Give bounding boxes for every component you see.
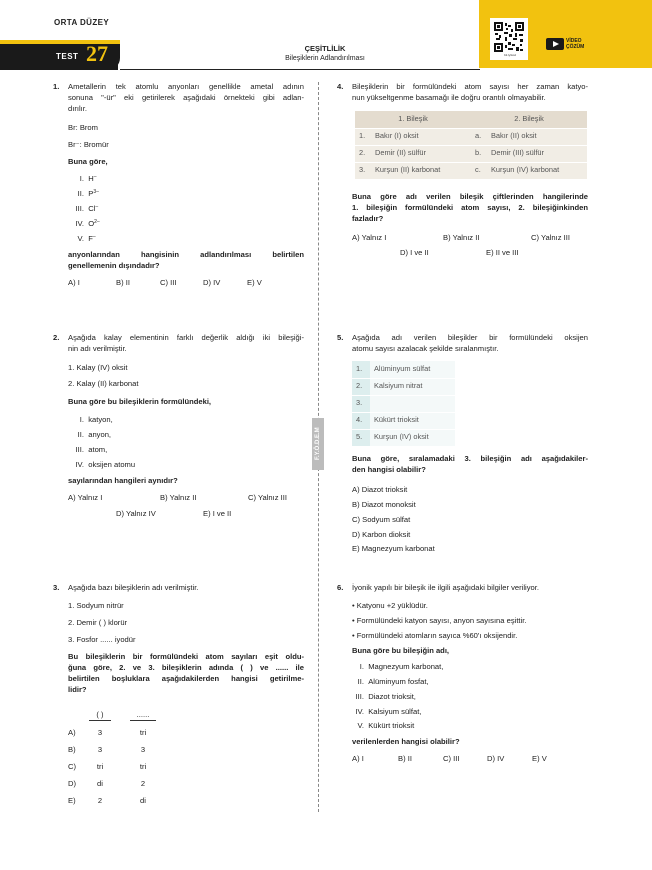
q2-roman-item: II. anyon,: [77, 430, 112, 439]
q4-compound-table: [355, 111, 587, 180]
q5-choice-c[interactable]: C) Sodyum sülfat: [352, 515, 411, 524]
q2-roman-item: III. atom,: [75, 445, 108, 454]
q1-item: II. $P^{3-}$: [77, 189, 99, 198]
q4-stem-line2: nun yükseltgenme basamağı ile doğru orantılı olmayabilir.: [352, 93, 546, 102]
q4-choice-a[interactable]: A) Yalnız I: [352, 233, 387, 242]
q1-stem-line1: Ametallerin tek atomlu anyonları genellikle ametal adının: [68, 82, 304, 91]
q3-question-line3: belirtilen boşluklara aşağıdakilerden hangisi getirilme-: [68, 674, 304, 683]
q4-choice-e[interactable]: E) II ve III: [486, 248, 519, 257]
q6-choice-c[interactable]: C) III: [443, 754, 460, 763]
q1-choice-a[interactable]: A) I: [68, 278, 80, 287]
topic-title: ÇEŞİTLİLİK: [304, 44, 346, 53]
q4-choice-d[interactable]: D) I ve II: [400, 248, 429, 257]
q3-option-d-2: 2: [140, 779, 146, 788]
q2-number: 2.: [53, 333, 60, 342]
q1-item: IV. $O^{2-}$: [75, 219, 100, 228]
q3-stem: Aşağıda bazı bileşiklerin adı verilmiştir.: [68, 583, 199, 592]
q5-choice-a[interactable]: A) Diazot trioksit: [352, 485, 408, 494]
q5-order-table: [352, 361, 455, 447]
q3-option-c-2: tri: [139, 762, 147, 771]
q6-number: 6.: [337, 583, 344, 592]
q1-example-2: Br⁻: Bromür: [68, 140, 109, 149]
q6-bullet-2: • Formülündeki katyon sayısı, anyon sayısına eşittir.: [352, 616, 527, 625]
q4-choice-c[interactable]: C) Yalnız III: [531, 233, 570, 242]
q3-option-b-2: 3: [140, 745, 146, 754]
q3-compound-1: 1. Sodyum nitrür: [68, 601, 124, 610]
table-row: 1. Alüminyum sülfat: [352, 361, 455, 378]
video-solution-label[interactable]: VİDEO ÇÖZÜM: [566, 38, 585, 50]
q2-roman-item: IV. oksijen atomu: [75, 460, 136, 469]
test-label: TEST: [56, 52, 79, 61]
q6-question: verilenlerden hangisi olabilir?: [352, 737, 460, 746]
table-row: 2. Demir (II) sülfür b. Demir (III) sülfür: [355, 145, 587, 162]
q3-col-head-1: ( ): [89, 710, 111, 721]
q2-stem-line2: nin adı verilmiştir.: [68, 344, 127, 353]
q1-question-line2: genellemenin dışındadır?: [68, 261, 160, 270]
q3-option-d-1: di: [97, 779, 103, 788]
q5-stem-line2: atomu sayısı azalacak şekilde sıralanmıştır.: [352, 344, 499, 353]
q2-stem-line1: Aşağıda kalay elementinin farklı değerlik aldığı iki bileşiği-: [68, 333, 304, 342]
q5-choice-d[interactable]: D) Karbon dioksit: [352, 530, 411, 539]
q5-question-line2: den hangisi olabilir?: [352, 465, 426, 474]
q6-lead: Buna göre bu bileşiğin adı,: [352, 646, 450, 655]
q6-roman-item: IV. Kalsiyum sülfat,: [355, 707, 422, 716]
subtopic-title: Bileşiklerin Adlandırılması: [285, 55, 365, 62]
q3-option-c-1: tri: [96, 762, 104, 771]
q4-table-head-2: 2. Bileşik: [471, 111, 587, 128]
page-title: [250, 44, 400, 63]
difficulty-level: ORTA DÜZEY: [54, 18, 110, 27]
q3-compound-3: 3. Fosfor ...... iyodür: [68, 635, 136, 644]
q1-number: 1.: [53, 82, 60, 91]
q2-compound-2: 2. Kalay (II) karbonat: [68, 379, 139, 388]
q3-option-a-2: tri: [139, 728, 147, 737]
q2-choice-d[interactable]: D) Yalnız IV: [116, 509, 156, 518]
q3-option-label[interactable]: A): [68, 728, 76, 737]
q2-choice-e[interactable]: E) I ve II: [203, 509, 232, 518]
q3-question-line2: ğuna göre, 2. ve 3. bileşiklerin adında ( ) ve ...... ile: [68, 663, 304, 672]
q1-item: III. Cl–: [75, 204, 99, 213]
q3-option-label[interactable]: D): [68, 779, 77, 788]
qr-caption: bit.ly/kod: [504, 53, 516, 57]
q6-roman-item: II. Alüminyum fosfat,: [357, 677, 429, 686]
q6-choice-a[interactable]: A) I: [352, 754, 364, 763]
q3-option-a-1: 3: [97, 728, 103, 737]
table-row: 3. Kurşun (II) karbonat c. Kurşun (IV) karbonat: [355, 162, 587, 179]
q1-stem-line2: sonuna "-ür" eki getirilerek aşağıdaki örnekteki gibi adlan-: [68, 93, 304, 102]
table-row: 2. Kalsiyum nitrat: [352, 378, 455, 395]
q3-question-line1: Bu bileşiklerin bir formülündeki atom sayıları eşit oldu-: [68, 652, 304, 661]
q1-choice-b[interactable]: B) II: [116, 278, 130, 287]
q1-stem-line3: dırılır.: [68, 104, 87, 113]
q5-choice-e[interactable]: E) Magnezyum karbonat: [352, 544, 435, 553]
table-row: 3.: [352, 395, 455, 412]
q6-choice-d[interactable]: D) IV: [487, 754, 505, 763]
q3-option-label[interactable]: C): [68, 762, 77, 771]
q6-choice-e[interactable]: E) V: [532, 754, 547, 763]
q3-option-label[interactable]: E): [68, 796, 76, 805]
q2-lead: Buna göre bu bileşiklerin formülündeki,: [68, 397, 212, 406]
test-number: 27: [86, 41, 108, 66]
q3-option-e-2: di: [140, 796, 146, 805]
table-row: 1. Bakır (I) oksit a. Bakır (II) oksit: [355, 128, 587, 145]
q3-option-e-1: 2: [97, 796, 103, 805]
q3-compound-2: 2. Demir ( ) klorür: [68, 618, 128, 627]
q1-question-line1: anyonlarından hangisinin adlandırılması belirtilen: [68, 250, 304, 259]
q2-compound-1: 1. Kalay (IV) oksit: [68, 363, 128, 372]
q6-bullet-1: • Katyonu +2 yüklüdür.: [352, 601, 428, 610]
table-row: 4. Kükürt trioksit: [352, 412, 455, 429]
q1-example-1: Br: Brom: [68, 123, 98, 132]
q1-choice-e[interactable]: E) V: [247, 278, 262, 287]
q4-choice-b[interactable]: B) Yalnız II: [443, 233, 480, 242]
q6-roman-item: III. Diazot trioksit,: [355, 692, 416, 701]
q5-question-line1: Buna göre, sıralamadaki 3. bileşiğin adı aşağıdakiler-: [352, 454, 588, 463]
side-mark: F.Y.Ö.D.E.M: [312, 418, 324, 470]
q6-choice-b[interactable]: B) II: [398, 754, 412, 763]
q1-choice-c[interactable]: C) III: [160, 278, 177, 287]
table-row: 5. Kurşun (IV) oksit: [352, 429, 455, 446]
q1-choice-d[interactable]: D) IV: [203, 278, 221, 287]
q4-table-head-1: 1. Bileşik: [355, 111, 471, 128]
q2-choice-c[interactable]: C) Yalnız III: [248, 493, 287, 502]
q2-choice-a[interactable]: A) Yalnız I: [68, 493, 103, 502]
q1-item: I. H–: [79, 174, 97, 183]
q2-roman-item: I. katyon,: [79, 415, 113, 424]
q3-number: 3.: [53, 583, 60, 592]
q1-lead: Buna göre,: [68, 157, 108, 166]
q3-question-line4: lidir?: [68, 685, 87, 694]
q5-number: 5.: [337, 333, 344, 342]
q4-number: 4.: [337, 82, 344, 91]
q4-question-line1: Buna göre adı verilen bileşik çiftlerinden hangilerinde: [352, 192, 588, 201]
q3-col-head-2: ......: [130, 710, 156, 721]
q4-question-line3: fazladır?: [352, 214, 384, 223]
q6-stem: İyonik yapılı bir bileşik ile ilgili aşağıdaki bilgiler veriliyor.: [352, 583, 539, 592]
q6-roman-item: V. Kükürt trioksit: [357, 721, 415, 730]
q4-question-line2: 1. bileşiğin formülündeki atom sayısı, 2. bileşiğinkinden: [352, 203, 588, 212]
q2-question: sayılarından hangileri aynıdır?: [68, 476, 178, 485]
q2-choice-b[interactable]: B) Yalnız II: [160, 493, 197, 502]
q3-option-label[interactable]: B): [68, 745, 76, 754]
q4-stem-line1: Bileşiklerin bir formülündeki atom sayısı her zaman katyo-: [352, 82, 588, 91]
q3-option-b-1: 3: [97, 745, 103, 754]
qr-code-icon[interactable]: [494, 22, 524, 52]
q5-stem-line1: Aşağıda adı verilen bileşikler bir formülündeki oksijen: [352, 333, 588, 342]
q6-bullet-3: • Formülündeki atomların sayıca %60'ı oksijendir.: [352, 631, 518, 640]
q6-roman-item: I. Magnezyum karbonat,: [359, 662, 444, 671]
q1-item: V. F–: [77, 234, 96, 243]
q5-choice-b[interactable]: B) Diazot monoksit: [352, 500, 416, 509]
play-icon[interactable]: [546, 38, 564, 50]
